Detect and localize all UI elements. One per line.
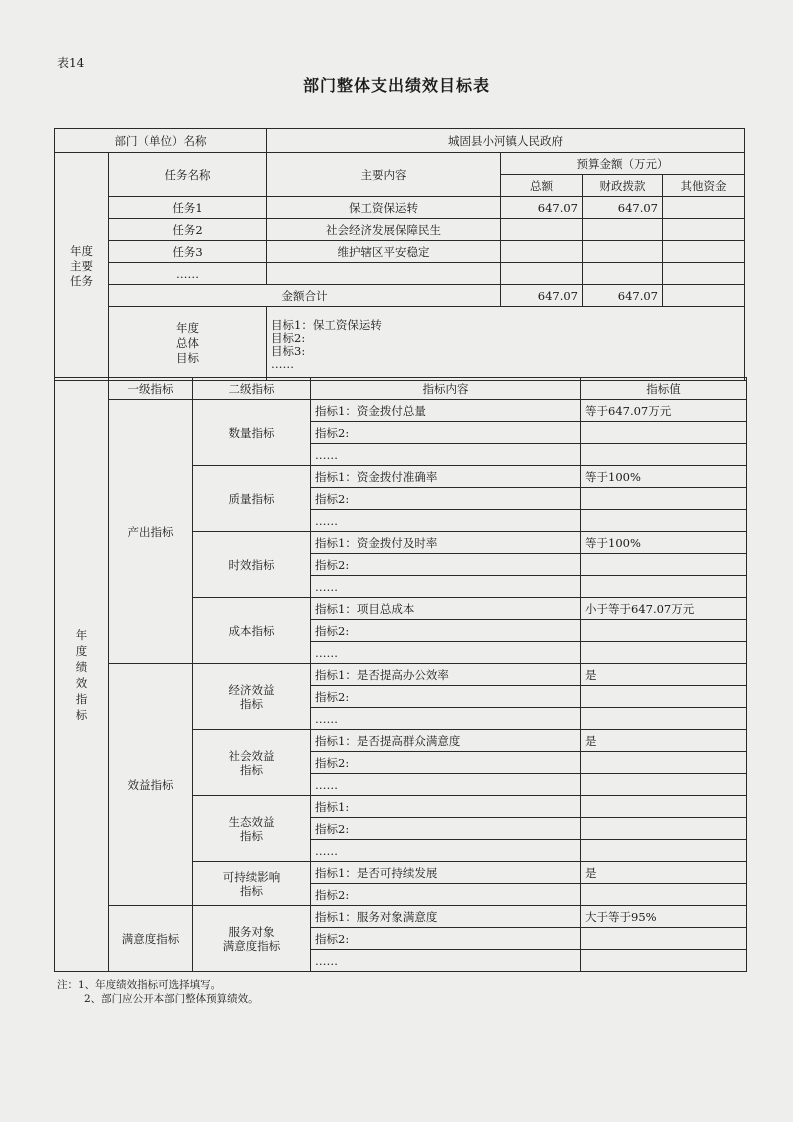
task-total [501, 241, 583, 263]
task-total: 647.07 [501, 197, 583, 219]
level2-indicator: 时效指标 [193, 532, 311, 598]
indicator-value [581, 884, 747, 906]
indicator-content: 指标2: [311, 818, 581, 840]
note-line: 注：1、年度绩效指标可选择填写。 [57, 979, 222, 991]
indicator-content: 指标1: [311, 796, 581, 818]
task-content: 维护辖区平安稳定 [267, 241, 501, 263]
indicator-content: 指标2: [311, 488, 581, 510]
col-fiscal: 财政拨款 [583, 175, 663, 197]
task-fiscal [583, 219, 663, 241]
level1-indicator: 满意度指标 [109, 906, 193, 972]
indicator-content: …… [311, 642, 581, 664]
col-total: 总额 [501, 175, 583, 197]
sum-fiscal: 647.07 [583, 285, 663, 307]
task-total [501, 263, 583, 285]
indicator-content: …… [311, 840, 581, 862]
col-other: 其他资金 [663, 175, 745, 197]
section-annual-tasks: 年度 主要 任务 [55, 153, 109, 381]
table-row [55, 153, 745, 175]
table-row [55, 197, 745, 219]
col-main-content: 主要内容 [267, 153, 501, 197]
table-row [55, 219, 745, 241]
goal-line: …… [271, 357, 294, 371]
table-row [55, 285, 745, 307]
indicator-value [581, 642, 747, 664]
table-row [55, 664, 747, 686]
task-other [663, 197, 745, 219]
task-content: 保工资保运转 [267, 197, 501, 219]
indicator-value [581, 818, 747, 840]
indicator-value [581, 510, 747, 532]
indicator-content: …… [311, 774, 581, 796]
indicator-content: 指标2: [311, 686, 581, 708]
indicator-content: 指标1：是否提高群众满意度 [311, 730, 581, 752]
indicator-value: 大于等于95% [581, 906, 747, 928]
task-content: 社会经济发展保障民生 [267, 219, 501, 241]
level2-indicator: 生态效益 指标 [193, 796, 311, 862]
indicator-value: 是 [581, 862, 747, 884]
indicator-value: 等于647.07万元 [581, 400, 747, 422]
indicator-content: 指标2: [311, 620, 581, 642]
indicator-content: 指标2: [311, 928, 581, 950]
col-indicator-value: 指标值 [581, 378, 747, 400]
indicator-value: 是 [581, 664, 747, 686]
page-title: 部门整体支出绩效目标表 [302, 76, 490, 95]
task-other [663, 219, 745, 241]
indicator-content: 指标2: [311, 422, 581, 444]
table-row [55, 400, 747, 422]
indicator-value [581, 950, 747, 972]
level2-indicator: 经济效益 指标 [193, 664, 311, 730]
goal-line: 目标2: [271, 331, 306, 345]
task-fiscal [583, 263, 663, 285]
sum-total: 647.07 [501, 285, 583, 307]
task-total [501, 219, 583, 241]
indicator-value [581, 444, 747, 466]
col-level1: 一级指标 [109, 378, 193, 400]
col-task-name: 任务名称 [109, 153, 267, 197]
task-fiscal [583, 241, 663, 263]
col-budget: 预算金额（万元） [501, 153, 745, 175]
indicator-content: 指标1：是否可持续发展 [311, 862, 581, 884]
col-level2: 二级指标 [193, 378, 311, 400]
indicator-value: 等于100% [581, 466, 747, 488]
task-name: …… [109, 263, 267, 285]
table-row [55, 263, 745, 285]
indicator-value [581, 796, 747, 818]
task-fiscal: 647.07 [583, 197, 663, 219]
indicator-value: 是 [581, 730, 747, 752]
section-annual-goals: 年度 总体 目标 [109, 307, 267, 381]
indicator-value [581, 620, 747, 642]
indicator-content: 指标2: [311, 554, 581, 576]
col-indicator-content: 指标内容 [311, 378, 581, 400]
level1-indicator: 产出指标 [109, 400, 193, 664]
level2-indicator: 质量指标 [193, 466, 311, 532]
indicator-content: 指标2: [311, 884, 581, 906]
level2-indicator: 数量指标 [193, 400, 311, 466]
task-table [54, 128, 745, 381]
indicator-value [581, 840, 747, 862]
indicator-content: 指标1：资金拨付及时率 [311, 532, 581, 554]
task-other [663, 263, 745, 285]
level1-indicator: 效益指标 [109, 664, 193, 906]
sum-other [663, 285, 745, 307]
task-other [663, 241, 745, 263]
indicator-content: 指标1：是否提高办公效率 [311, 664, 581, 686]
indicator-value [581, 928, 747, 950]
task-name: 任务1 [109, 197, 267, 219]
indicator-content: 指标2: [311, 752, 581, 774]
indicator-value [581, 554, 747, 576]
level2-indicator: 成本指标 [193, 598, 311, 664]
goals-cell [267, 307, 745, 381]
table-row [55, 378, 747, 400]
indicator-value [581, 576, 747, 598]
level2-indicator: 服务对象 满意度指标 [193, 906, 311, 972]
indicator-content: 指标1：服务对象满意度 [311, 906, 581, 928]
indicator-value: 等于100% [581, 532, 747, 554]
table-row [55, 129, 745, 153]
dept-name: 城固县小河镇人民政府 [267, 129, 745, 153]
indicator-content: 指标1：项目总成本 [311, 598, 581, 620]
level2-indicator: 可持续影响 指标 [193, 862, 311, 906]
indicator-value [581, 752, 747, 774]
dept-label: 部门（单位）名称 [55, 129, 267, 153]
notes [57, 978, 259, 1006]
indicator-content: 指标1：资金拨付准确率 [311, 466, 581, 488]
goal-line: 目标3: [271, 344, 306, 358]
indicator-value [581, 686, 747, 708]
indicator-content: …… [311, 950, 581, 972]
performance-table [54, 377, 747, 972]
sum-label: 金额合计 [109, 285, 501, 307]
indicator-value: 小于等于647.07万元 [581, 598, 747, 620]
indicator-value [581, 774, 747, 796]
indicator-content: …… [311, 708, 581, 730]
note-line: 2、部门应公开本部门整体预算绩效。 [84, 993, 259, 1005]
table-row [55, 241, 745, 263]
indicator-value [581, 708, 747, 730]
indicator-value [581, 488, 747, 510]
indicator-content: 指标1：资金拨付总量 [311, 400, 581, 422]
indicator-value [581, 422, 747, 444]
task-name: 任务2 [109, 219, 267, 241]
task-content [267, 263, 501, 285]
level2-indicator: 社会效益 指标 [193, 730, 311, 796]
goal-line: 目标1：保工资保运转 [271, 318, 382, 332]
table-row [55, 906, 747, 928]
section-performance: 年 度 绩 效 指 标 [55, 378, 109, 972]
table-row [55, 307, 745, 381]
indicator-content: …… [311, 444, 581, 466]
task-name: 任务3 [109, 241, 267, 263]
indicator-content: …… [311, 576, 581, 598]
table-number: 表14 [57, 56, 85, 70]
indicator-content: …… [311, 510, 581, 532]
